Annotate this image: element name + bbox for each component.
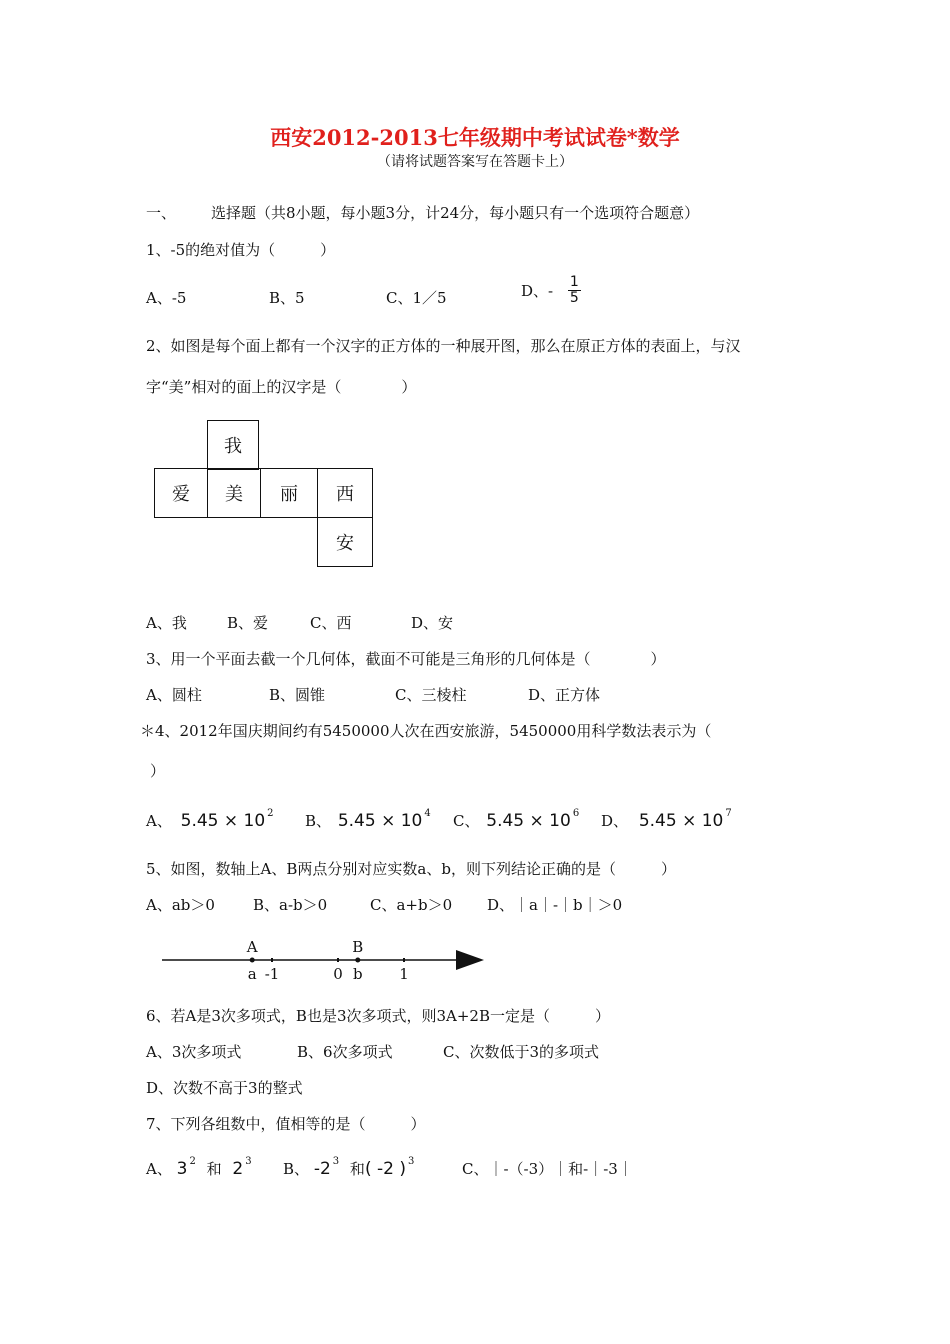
- q7-b-exp1: 3: [332, 1156, 340, 1167]
- q4-option-b: [305, 810, 431, 831]
- question-5-stem: 5、如图，数轴上A、B两点分别对应实数a、b，则下列结论正确的是（ ）: [146, 860, 676, 878]
- q7-b-base1: -2: [313, 1159, 331, 1179]
- exam-title: 西安2012-2013七年级期中考试试卷*数学: [270, 125, 680, 150]
- cube-face-right1: 丽: [260, 468, 318, 518]
- q1-option-b: B、5: [269, 289, 305, 307]
- q7-option-a-label: A、: [146, 1160, 172, 1178]
- cube-face-bottom: 安: [317, 517, 373, 567]
- q1-option-c: C、1／5: [386, 289, 447, 307]
- q4-option-d-label: D、: [601, 812, 629, 830]
- q2-option-d: D、安: [411, 614, 454, 632]
- q7-a-base2: 2: [232, 1159, 244, 1179]
- q4-option-b-label: B、: [305, 812, 332, 830]
- q2-option-a: A、我: [146, 614, 187, 632]
- q4-option-a-exponent: 2: [267, 808, 274, 819]
- number-line-arrow: [456, 950, 484, 970]
- point-b-dot: [355, 958, 360, 963]
- q5-option-c: C、a+b＞0: [370, 896, 453, 914]
- q1-option-d-prefix: D、-: [521, 282, 554, 300]
- cube-face-top: 我: [207, 420, 259, 470]
- section-heading: 选择题（共8小题，每小题3分，计24分，每小题只有一个选项符合题意）: [211, 204, 700, 222]
- number-line-tick-label: a: [247, 965, 257, 983]
- cube-face-left: 爱: [154, 468, 208, 518]
- q4-option-c: [453, 810, 579, 831]
- question-4-stem-line1: ＊4、2012年国庆期间约有5450000人次在西安旅游，5450000用科学数法表示为（: [140, 722, 712, 740]
- q1-option-a: A、-5: [146, 289, 187, 307]
- q7-option-b: [283, 1158, 414, 1179]
- q7-option-c: C、｜-（-3）｜和-｜-3｜: [462, 1160, 633, 1178]
- q4-option-c-label: C、: [453, 812, 480, 830]
- q4-option-a-label: A、: [146, 812, 172, 830]
- question-2-stem-line1: 2、如图是每个面上都有一个汉字的正方体的一种展开图，那么在原正方体的表面上，与汉: [146, 337, 741, 355]
- q4-option-d: [601, 810, 732, 831]
- q4-option-b-mantissa: 5.45 × 10: [337, 811, 423, 831]
- q7-option-a: [146, 1158, 252, 1179]
- q3-option-d: D、正方体: [528, 686, 601, 704]
- question-6-stem: 6、若A是3次多项式，B也是3次多项式，则3A+2B一定是（ ）: [146, 1007, 610, 1025]
- number-line-tick-label: 1: [399, 965, 409, 983]
- q7-b-exp2: 3: [407, 1156, 415, 1167]
- number-line-tick-label: 0: [333, 965, 343, 983]
- q6-option-a: A、3次多项式: [146, 1043, 242, 1061]
- cube-face-center: 美: [207, 468, 261, 518]
- section-number: 一、: [146, 204, 177, 222]
- q5-option-d: D、｜a｜-｜b｜＞0: [487, 896, 623, 914]
- q4-option-c-mantissa: 5.45 × 10: [486, 811, 571, 831]
- question-1-stem: 1、-5的绝对值为（ ）: [146, 241, 336, 259]
- number-line-tick-label: b: [352, 965, 363, 983]
- q4-option-b-exponent: 4: [424, 808, 431, 819]
- q2-option-c: C、西: [310, 614, 352, 632]
- q2-option-b: B、爱: [227, 614, 269, 632]
- fraction: [568, 275, 581, 306]
- exam-subtitle: （请将试题答案写在答题卡上）: [377, 154, 573, 170]
- q5-option-b: B、a-b＞0: [253, 896, 328, 914]
- q6-option-d: D、次数不高于3的整式: [146, 1079, 303, 1097]
- q7-b-and: 和: [349, 1160, 365, 1178]
- question-2-stem-line2: 字“美”相对的面上的汉字是（ ）: [146, 378, 417, 396]
- fraction-denominator: 5: [569, 290, 579, 306]
- q7-a-exp2: 3: [245, 1156, 252, 1167]
- q3-option-b: B、圆锥: [269, 686, 326, 704]
- q6-option-c: C、次数低于3的多项式: [443, 1043, 600, 1061]
- q7-a-exp1: 2: [189, 1156, 196, 1167]
- question-4-stem-line2: ）: [150, 762, 166, 780]
- q7-a-base1: 3: [176, 1159, 188, 1179]
- q3-option-c: C、三棱柱: [395, 686, 467, 704]
- question-3-stem: 3、用一个平面去截一个几何体，截面不可能是三角形的几何体是（ ）: [146, 650, 666, 668]
- q4-option-a: [146, 810, 274, 831]
- point-b-label: B: [352, 938, 364, 956]
- q1-option-d: [521, 275, 581, 306]
- q4-option-c-exponent: 6: [572, 808, 580, 819]
- q7-a-and: 和: [206, 1160, 222, 1178]
- number-line-tick-label: -1: [264, 965, 280, 983]
- cube-face-right2: 西: [317, 468, 373, 518]
- q6-option-b: B、6次多项式: [297, 1043, 393, 1061]
- q3-option-a: A、圆柱: [146, 686, 202, 704]
- q7-b-base2: ( -2 ): [364, 1159, 406, 1179]
- q5-option-a: A、ab＞0: [146, 896, 215, 914]
- number-line: [0, 930, 950, 990]
- q4-option-d-exponent: 7: [725, 808, 732, 819]
- point-a-label: A: [246, 938, 258, 956]
- q4-option-a-mantissa: 5.45 × 10: [180, 811, 266, 831]
- fraction-numerator: 1: [569, 274, 579, 290]
- question-7-stem: 7、下列各组数中，值相等的是（ ）: [146, 1115, 426, 1133]
- q4-option-d-mantissa: 5.45 × 10: [638, 811, 724, 831]
- point-a-dot: [250, 958, 255, 963]
- q7-option-b-label: B、: [283, 1160, 310, 1178]
